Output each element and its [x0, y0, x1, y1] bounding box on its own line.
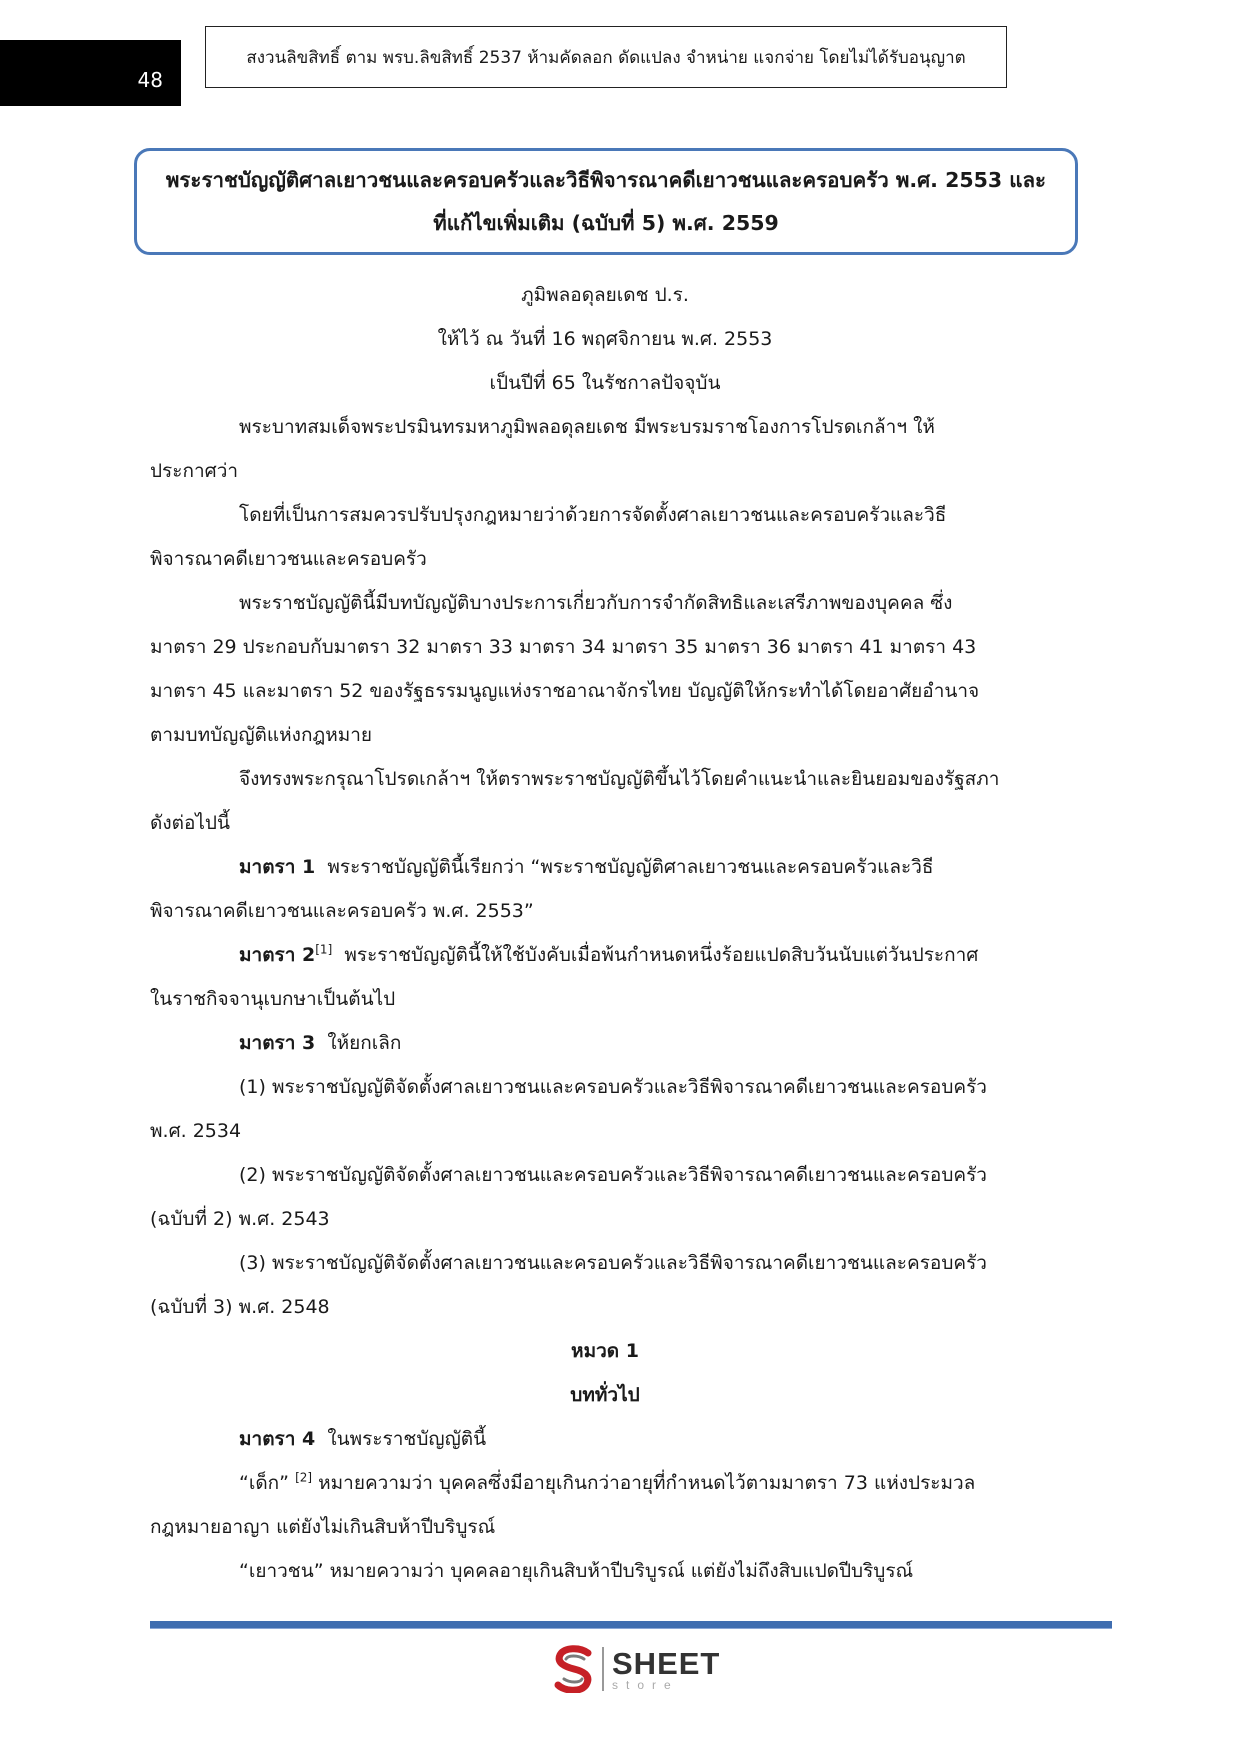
section-3-item-3: (3) พระราชบัญญัติจัดตั้งศาลเยาวชนและครอบครัวและวิธีพิจารณาคดีเยาวชนและครอบครัว	[239, 1252, 987, 1274]
logo-text	[612, 1645, 721, 1692]
section-4-text: ในพระราชบัญญัตินี้	[327, 1428, 487, 1450]
definition-child-continuation: กฎหมายอาญา แต่ยังไม่เกินสิบห้าปีบริบูรณ์	[150, 1516, 496, 1538]
definition-child-text: หมายความว่า บุคคลซึ่งมีอายุเกินกว่าอายุที่กำหนดไว้ตามมาตรา 73 แห่งประมวล	[318, 1472, 976, 1494]
rights-line-3: มาตรา 45 และมาตรา 52 ของรัฐธรรมนูญแห่งราชอาณาจักรไทย บัญญัติให้กระทำได้โดยอาศัยอำนาจ	[150, 680, 980, 702]
rights-line-4: ตามบทบัญญัติแห่งกฎหมาย	[150, 724, 373, 746]
reign-year: เป็นปีที่ 65 ในรัชกาลปัจจุบัน	[489, 372, 721, 394]
document-body	[150, 273, 1060, 1593]
footer-divider	[150, 1621, 1112, 1629]
section-2-continuation: ในราชกิจจานุเบกษาเป็นต้นไป	[150, 988, 396, 1010]
copyright-text: สงวนลิขสิทธิ์ ตาม พรบ.ลิขสิทธิ์ 2537 ห้ามคัดลอก ดัดแปลง จำหน่าย แจกจ่าย โดยไม่ได้รับอนุญาต	[246, 47, 966, 68]
rights-line-2: มาตรา 29 ประกอบกับมาตรา 32 มาตรา 33 มาตรา 34 มาตรา 35 มาตรา 36 มาตรา 41 มาตรา 43	[150, 636, 977, 658]
enactment-paragraph	[150, 757, 1060, 801]
enactment-continuation: ดังต่อไปนี้	[150, 812, 230, 834]
section-3-text: ให้ยกเลิก	[327, 1032, 402, 1054]
chapter-title: บททั่วไป	[570, 1384, 640, 1406]
section-2	[150, 933, 1060, 977]
proclamation-line-1: พระบาทสมเด็จพระปรมินทรมหาภูมิพลอดุลยเดช มีพระบรมราชโองการโปรดเกล้าฯ ให้	[239, 416, 935, 438]
enactment-line-1: จึงทรงพระกรุณาโปรดเกล้าฯ ให้ตราพระราชบัญญัติขึ้นไว้โดยคำแนะนำและยินยอมของรัฐสภา	[239, 768, 1000, 790]
logo-sub-text: store	[612, 1677, 679, 1692]
rights-line-1: พระราชบัญญัตินี้มีบทบัญญัติบางประการเกี่ยวกับการจำกัดสิทธิและเสรีภาพของบุคคล ซึ่ง	[239, 592, 953, 614]
section-1-continuation: พิจารณาคดีเยาวชนและครอบครัว พ.ศ. 2553”	[150, 900, 534, 922]
rationale-paragraph	[150, 493, 1060, 537]
section-3-label: มาตรา 3	[239, 1032, 316, 1054]
footnote-ref-2[interactable]: [2]	[295, 1470, 313, 1485]
rationale-continuation: พิจารณาคดีเยาวชนและครอบครัว	[150, 548, 427, 570]
section-4	[150, 1417, 1060, 1461]
definition-youth: “เยาวชน” หมายความว่า บุคคลอายุเกินสิบห้าปีบริบูรณ์ แต่ยังไม่ถึงสิบแปดปีบริบูรณ์	[239, 1560, 914, 1582]
section-1-text: พระราชบัญญัตินี้เรียกว่า “พระราชบัญญัติศาลเยาวชนและครอบครัวและวิธี	[327, 856, 934, 878]
copyright-notice	[205, 26, 1007, 88]
proclamation-continuation: ประกาศว่า	[150, 460, 239, 482]
logo-main-text: SHEET	[612, 1645, 721, 1681]
title-line-1: พระราชบัญญัติศาลเยาวชนและครอบครัวและวิธีพิจารณาคดีเยาวชนและครอบครัว พ.ศ. 2553 และ	[165, 167, 1047, 192]
footnote-ref-1[interactable]: [1]	[315, 942, 333, 957]
section-3	[150, 1021, 1060, 1065]
page-number-tab	[0, 40, 181, 106]
chapter-heading: หมวด 1	[571, 1340, 639, 1362]
title-line-2: ที่แก้ไขเพิ่มเติม (ฉบับที่ 5) พ.ศ. 2559	[433, 210, 779, 235]
page-number: 48	[137, 68, 163, 92]
definition-child	[150, 1461, 1060, 1505]
definition-child-term: “เด็ก”	[239, 1472, 290, 1494]
section-3-item-1-continuation: พ.ศ. 2534	[150, 1120, 242, 1142]
section-3-item-1: (1) พระราชบัญญัติจัดตั้งศาลเยาวชนและครอบครัวและวิธีพิจารณาคดีเยาวชนและครอบครัว	[239, 1076, 987, 1098]
section-1-label: มาตรา 1	[239, 856, 316, 878]
rationale-line-1: โดยที่เป็นการสมควรปรับปรุงกฎหมายว่าด้วยการจัดตั้งศาลเยาวชนและครอบครัวและวิธี	[239, 504, 947, 526]
section-2-text: พระราชบัญญัตินี้ให้ใช้บังคับเมื่อพ้นกำหนดหนึ่งร้อยแปดสิบวันนับแต่วันประกาศ	[344, 944, 979, 966]
document-title-box	[134, 148, 1078, 255]
king-signature: ภูมิพลอดุลยเดช ป.ร.	[521, 284, 689, 306]
given-date: ให้ไว้ ณ วันที่ 16 พฤศจิกายน พ.ศ. 2553	[437, 328, 773, 350]
sheet-s-logo-icon	[552, 1645, 596, 1693]
proclamation-paragraph	[150, 405, 1060, 449]
section-1	[150, 845, 1060, 889]
section-2-label: มาตรา 2	[239, 944, 316, 966]
logo-divider	[602, 1647, 604, 1691]
rights-paragraph	[150, 581, 1060, 625]
section-4-label: มาตรา 4	[239, 1428, 316, 1450]
section-3-item-2-continuation: (ฉบับที่ 2) พ.ศ. 2543	[150, 1208, 330, 1230]
sheet-store-logo	[552, 1643, 732, 1695]
section-3-item-2: (2) พระราชบัญญัติจัดตั้งศาลเยาวชนและครอบครัวและวิธีพิจารณาคดีเยาวชนและครอบครัว	[239, 1164, 987, 1186]
section-3-item-3-continuation: (ฉบับที่ 3) พ.ศ. 2548	[150, 1296, 330, 1318]
